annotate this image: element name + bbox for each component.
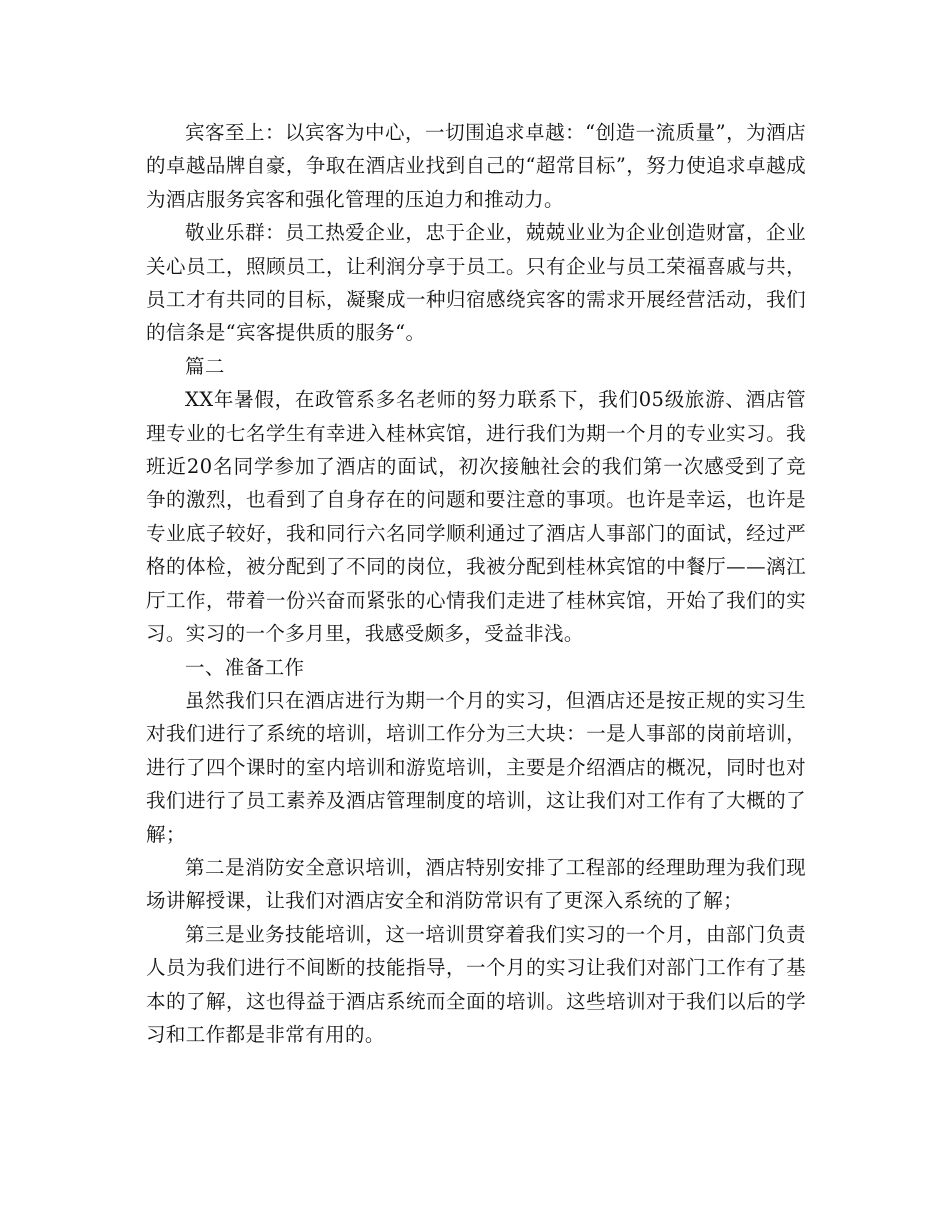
paragraph-training-overview: 虽然我们只在酒店进行为期一个月的实习，但酒店还是按正规的实习生对我们进行了系统的培训，培训工作分为三大块：一是人事部的岗前培训，进行了四个课时的室内培训和游览培训，主要是介绍酒店的概况，同时也对我们进行了员工素养及酒店管理制度的培训，这让我们对工作有了大概的了解； <box>146 688 806 846</box>
section-heading-part-two: 篇二 <box>185 354 225 378</box>
paragraph-fire-safety-training: 第二是消防安全意识培训，酒店特别安排了工程部的经理助理为我们现场讲解授课，让我们对酒店安全和消防常识有了更深入系统的了解； <box>146 855 806 913</box>
paragraph-internship-intro: XX年暑假，在政管系多名老师的努力联系下，我们05级旅游、酒店管理专业的七名学生有幸进入桂林宾馆，进行我们为期一个月的专业实习。我班近20名同学参加了酒店的面试，初次接触社会的我们第一次感受到了竞争的激烈，也看到了自身存在的问题和要注意的事项。也许是幸运，也许是专业底子较好，我和同行六名同学顺利通过了酒店人事部门的面试，经过严格的体检，被分配到了不同的岗位，我被分配到桂林宾馆的中餐厅——漓江厅工作，带着一份兴奋而紧张的心情我们走进了桂林宾馆，开始了我们的实习。实习的一个多月里，我感受颇多，受益非浅。 <box>146 388 806 646</box>
paragraph-dedication: 敬业乐群：员工热爱企业，忠于企业，兢兢业业为企业创造财富，企业关心员工，照顾员工，让利润分享于员工。只有企业与员工荣福喜戚与共，员工才有共同的目标，凝聚成一种归宿感绕宾客的需求开展经营活动，我们的信条是“宾客提供质的服务“。 <box>146 221 806 345</box>
document-body <box>146 116 806 1051</box>
paragraph-skills-training: 第三是业务技能培训，这一培训贯穿着我们实习的一个月，由部门负责人员为我们进行不间断的技能指导，一个月的实习让我们对部门工作有了基本的了解，这也得益于酒店系统而全面的培训。这些培训对于我们以后的学习和工作都是非常有用的。 <box>146 922 806 1046</box>
section-heading-preparation: 一、准备工作 <box>185 655 305 679</box>
paragraph-guest-first: 宾客至上：以宾客为中心，一切围追求卓越：“创造一流质量”，为酒店的卓越品牌自豪，争取在酒店业找到自己的“超常目标”，努力使追求卓越成为酒店服务宾客和强化管理的压迫力和推动力。 <box>146 121 806 211</box>
